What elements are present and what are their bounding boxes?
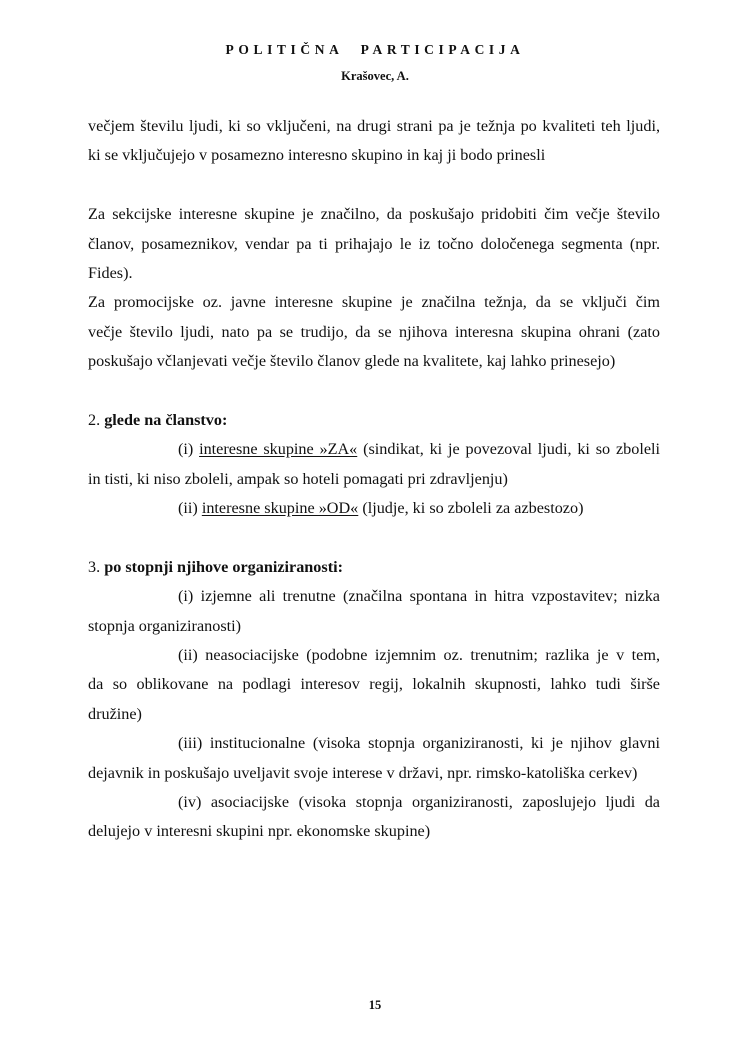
list-item — [88, 435, 660, 464]
paragraph-promotional-groups — [88, 288, 660, 376]
text-line: Za promocijske oz. javne interesne skupine je značilna težnja, da se vključi čim — [88, 293, 660, 312]
text-line: večjem številu ljudi, ki so vključeni, na drugi strani pa je težnja po kvaliteti teh ljudi, — [88, 117, 660, 135]
item-label: (ii) — [178, 499, 198, 518]
item-text: (sindikat, ki je povezoval ljudi, ki so zboleli — [363, 440, 660, 459]
list-item: (ii) neasociacijske (podobne izjemnim oz. trenutnim; razlika je v tem, — [178, 646, 660, 665]
page-body — [88, 112, 660, 847]
text-line: Fides). — [88, 263, 133, 282]
section-number: 2. — [88, 410, 101, 429]
section-membership — [88, 406, 660, 524]
section-heading — [88, 553, 660, 582]
text-line: članov, posameznikov, vendar pa ti prihajajo le iz točno določenega segmenta (npr. — [88, 234, 660, 253]
text-line: delujejo v interesni skupini npr. ekonomske skupine) — [88, 822, 431, 841]
item-text: (ljudje, ki so zboleli za azbestozo) — [362, 499, 584, 518]
section-title: po stopnji njihove organiziranosti: — [104, 557, 343, 576]
text-line: dejavnik in poskušajo uveljavit svoje interese v državi, npr. rimsko-katoliška cerkev) — [88, 763, 638, 782]
section-number: 3. — [88, 557, 101, 576]
item-term: interesne skupine »ZA« — [199, 440, 358, 459]
list-item: (i) izjemne ali trenutne (značilna spontana in hitra vzpostavitev; nizka — [178, 587, 660, 606]
text-line: večje število ljudi, nato pa se trudijo, da se njihova interesna skupina ohrani (zato — [88, 322, 660, 341]
list-item — [88, 494, 660, 523]
text-line: poskušajo včlanjevati večje število članov glede na kvalitete, kaj lahko prinesejo) — [88, 352, 616, 371]
text-line: Za sekcijske interesne skupine je značilno, da poskušajo pridobiti čim večje število — [88, 205, 660, 224]
text-line: ki se vključujejo v posamezno interesno skupino in kaj ji bodo prinesli — [88, 146, 546, 165]
item-label: (i) — [178, 440, 194, 459]
section-title: glede na članstvo: — [104, 410, 228, 429]
running-header-author: Krašovec, A. — [341, 69, 409, 83]
text-line: in tisti, ki niso zboleli, ampak so hoteli pomagati pri zdravljenju) — [88, 469, 508, 488]
blank-line — [88, 377, 660, 406]
list-item: (iii) institucionalne (visoka stopnja organiziranosti, ki je njihov glavni — [178, 734, 660, 753]
blank-line — [88, 171, 660, 200]
running-header-title: POLITIČNA PARTICIPACIJA — [225, 42, 525, 57]
section-organization-level — [88, 553, 660, 847]
paragraph-continued — [88, 112, 660, 171]
text-line: družine) — [88, 704, 142, 723]
page-number: 15 — [368, 998, 382, 1012]
section-heading — [88, 406, 660, 435]
item-term: interesne skupine »OD« — [201, 499, 359, 518]
paragraph-sectional-groups — [88, 200, 660, 288]
list-item: (iv) asociacijske (visoka stopnja organiziranosti, zaposlujejo ljudi da — [178, 792, 660, 811]
text-line: stopnja organiziranosti) — [88, 616, 241, 635]
text-line: da so oblikovane na podlagi interesov regij, lokalnih skupnosti, lahko tudi širše — [88, 675, 660, 694]
blank-line — [88, 523, 660, 552]
